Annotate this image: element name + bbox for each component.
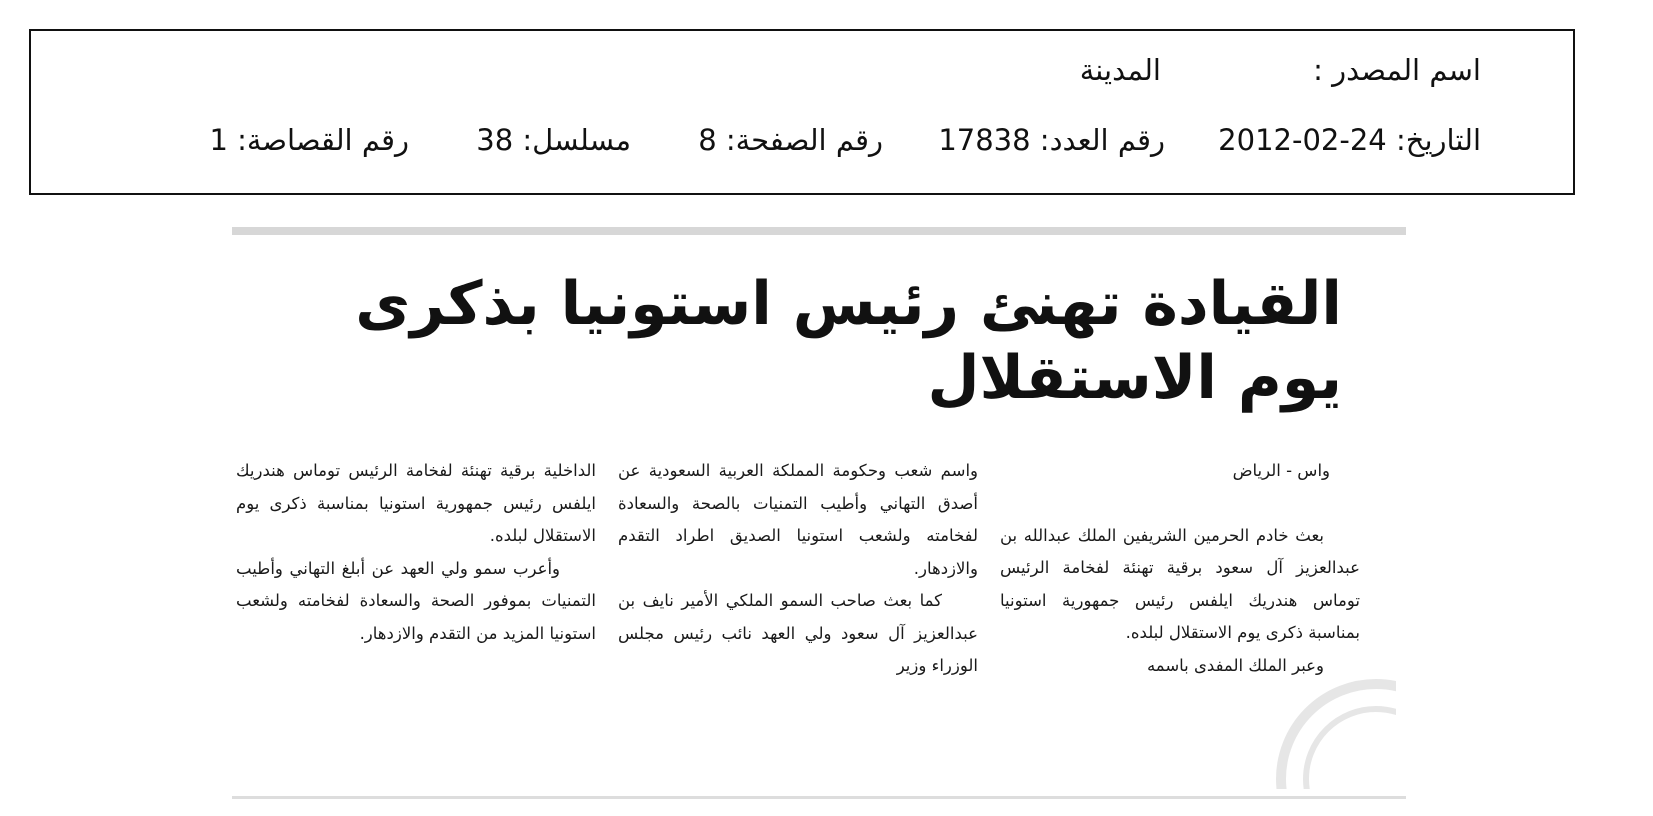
source-label: اسم المصدر : <box>1313 53 1481 87</box>
paragraph: كما بعث صاحب السمو الملكي الأمير نايف بن عبدالعزيز آل سعود ولي العهد نائب رئيس مجلس الوزراء وزير <box>618 591 978 675</box>
clipping-number-field: رقم القصاصة: 1 <box>209 123 409 157</box>
page-number-field: رقم الصفحة: 8 <box>698 123 883 157</box>
article-column-2 <box>618 455 978 683</box>
bottom-rule <box>232 796 1406 799</box>
byline: واس - الرياض <box>1232 461 1330 480</box>
article-column-3 <box>236 455 596 650</box>
top-rule <box>232 227 1406 235</box>
paragraph: وعبر الملك المفدى باسمه <box>1146 655 1324 675</box>
newspaper-clipping <box>232 227 1406 799</box>
headline-line-2: يوم الاستقلال <box>927 343 1342 413</box>
headline-line-1: القيادة تهنئ رئيس استونيا بذكرى <box>355 269 1342 339</box>
source-value: المدينة <box>1079 53 1161 87</box>
watermark-logo-icon <box>1266 669 1396 789</box>
article-column-1 <box>1000 455 1360 682</box>
issue-number-field: رقم العدد: 17838 <box>938 123 1165 157</box>
paragraph: الداخلية برقية تهنئة لفخامة الرئيس توماس هندريك ايلفس رئيس جمهورية استونيا بمناسبة ذكرى يوم الاستقلال لبلده. <box>236 461 596 545</box>
paragraph: واسم شعب وحكومة المملكة العربية السعودية عن أصدق التهاني وأطيب التمنيات بالصحة والسعادة لفخامته ولشعب استونيا الصديق اطراد التقدم والازدهار. <box>618 461 978 578</box>
article-headline <box>355 267 1342 415</box>
serial-number-field: مسلسل: 38 <box>476 123 631 157</box>
date-field: التاريخ: 24-02-2012 <box>1218 123 1481 157</box>
paragraph: وأعرب سمو ولي العهد عن أبلغ التهاني وأطيب التمنيات بموفور الصحة والسعادة لفخامته ولشعب استونيا المزيد من التقدم والازدهار. <box>236 558 596 643</box>
paragraph: بعث خادم الحرمين الشريفين الملك عبدالله بن عبدالعزيز آل سعود برقية تهنئة لفخامة الرئيس توماس هندريك ايلفس رئيس جمهورية استونيا بمناسبة ذكرى يوم الاستقلال لبلده. <box>1000 525 1360 642</box>
clipping-metadata-box <box>29 29 1575 195</box>
